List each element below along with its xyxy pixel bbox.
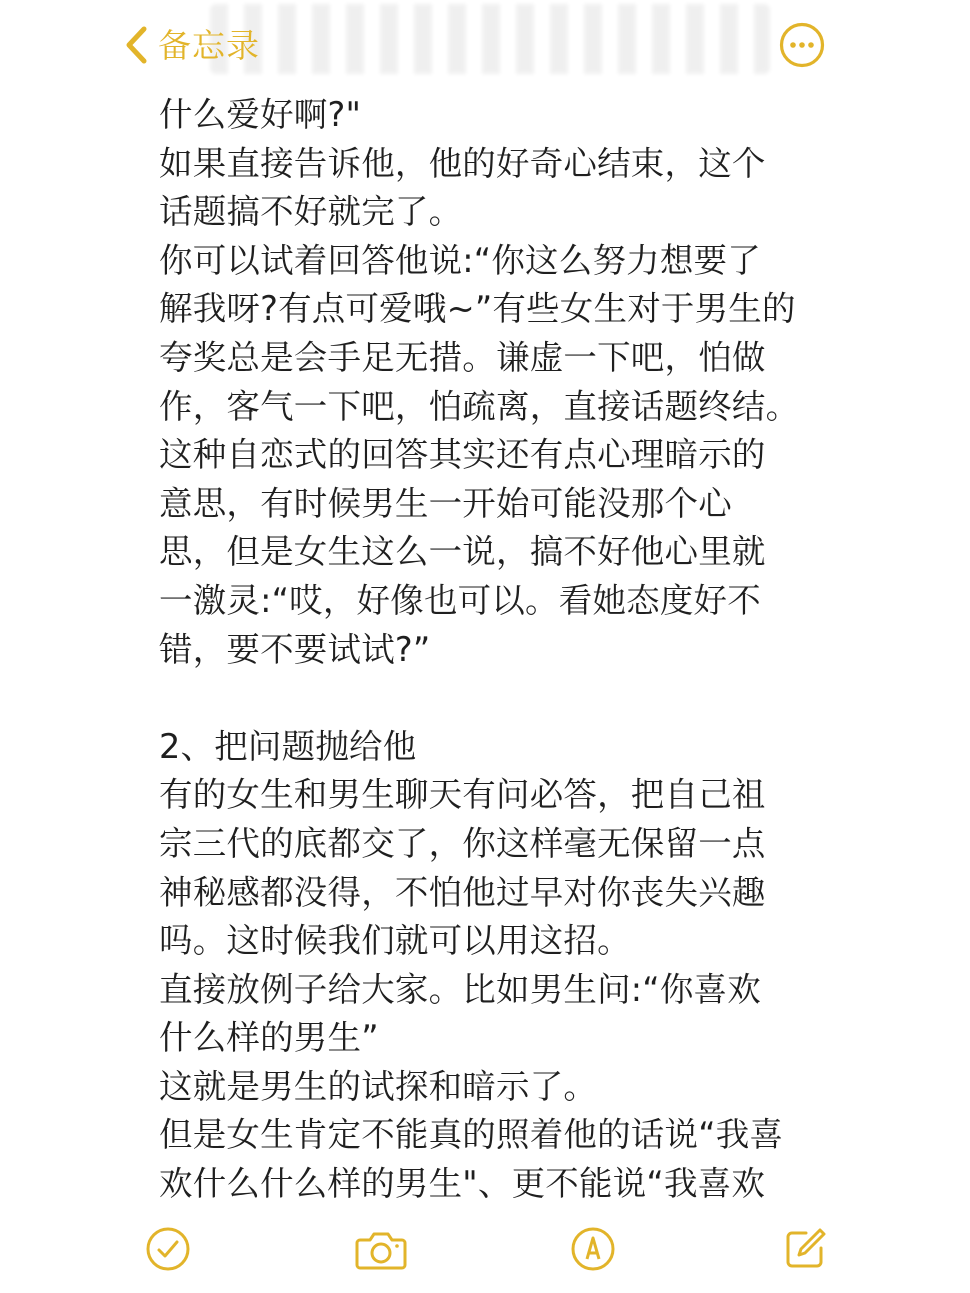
note-line: 错，要不要试试?” <box>159 629 431 669</box>
more-options-button[interactable] <box>779 22 825 68</box>
note-line: 这就是男生的试探和暗示了。 <box>159 1066 598 1106</box>
note-line: 解我呀?有点可爱哦~”有些女生对于男生的 <box>159 289 796 329</box>
note-content[interactable] <box>159 91 819 1201</box>
note-line: 思，但是女生这么一说，搞不好他心里就 <box>159 532 766 572</box>
camera-button[interactable] <box>354 1226 408 1276</box>
back-label: 备忘录 <box>158 25 260 65</box>
note-line: 一激灵:“哎，好像也可以。看她态度好不 <box>159 580 761 620</box>
camera-icon <box>354 1226 408 1272</box>
note-line: 有的女生和男生聊天有问必答，把自己祖 <box>159 775 766 815</box>
note-line: 如果直接告诉他，他的好奇心结束，这个 <box>159 143 766 183</box>
markup-pen-icon <box>570 1226 620 1272</box>
checklist-icon <box>145 1226 195 1272</box>
ellipsis-circle-icon <box>779 53 825 72</box>
markup-button[interactable] <box>570 1226 620 1276</box>
navigation-bar <box>0 0 970 90</box>
note-line: 话题搞不好就完了。 <box>159 192 463 232</box>
back-button[interactable] <box>124 20 260 70</box>
note-line: 什么样的男生” <box>159 1018 379 1058</box>
chevron-left-icon <box>124 25 148 65</box>
note-line: 吗。这时候我们就可以用这招。 <box>159 921 631 961</box>
blank-line <box>159 674 819 723</box>
note-line: 宗三代的底都交了，你这样毫无保留一点 <box>159 823 766 863</box>
note-line: 2、把问题抛给他 <box>159 726 417 766</box>
compose-icon <box>782 1226 832 1272</box>
note-line: 夸奖总是会手足无措。谦虚一下吧，怕做 <box>159 337 766 377</box>
compose-button[interactable] <box>782 1226 832 1276</box>
note-line: 欢什么什么样的男生"、更不能说“我喜欢 <box>159 1164 766 1201</box>
note-line: 这种自恋式的回答其实还有点心理暗示的 <box>159 435 766 475</box>
note-line: 什么爱好啊?" <box>159 95 362 134</box>
note-line: 意思，有时候男生一开始可能没那个心 <box>159 483 732 523</box>
note-line: 你可以试着回答他说:“你这么努力想要了 <box>159 240 761 280</box>
note-line: 作，客气一下吧，怕疏离，直接话题终结。 <box>159 386 800 426</box>
note-line: 直接放例子给大家。比如男生问:“你喜欢 <box>159 969 761 1009</box>
note-line: 神秘感都没得，不怕他过早对你丧失兴趣 <box>159 872 766 912</box>
checklist-button[interactable] <box>145 1226 195 1276</box>
bottom-toolbar <box>0 1206 970 1293</box>
note-line: 但是女生肯定不能真的照着他的话说“我喜 <box>159 1115 784 1155</box>
